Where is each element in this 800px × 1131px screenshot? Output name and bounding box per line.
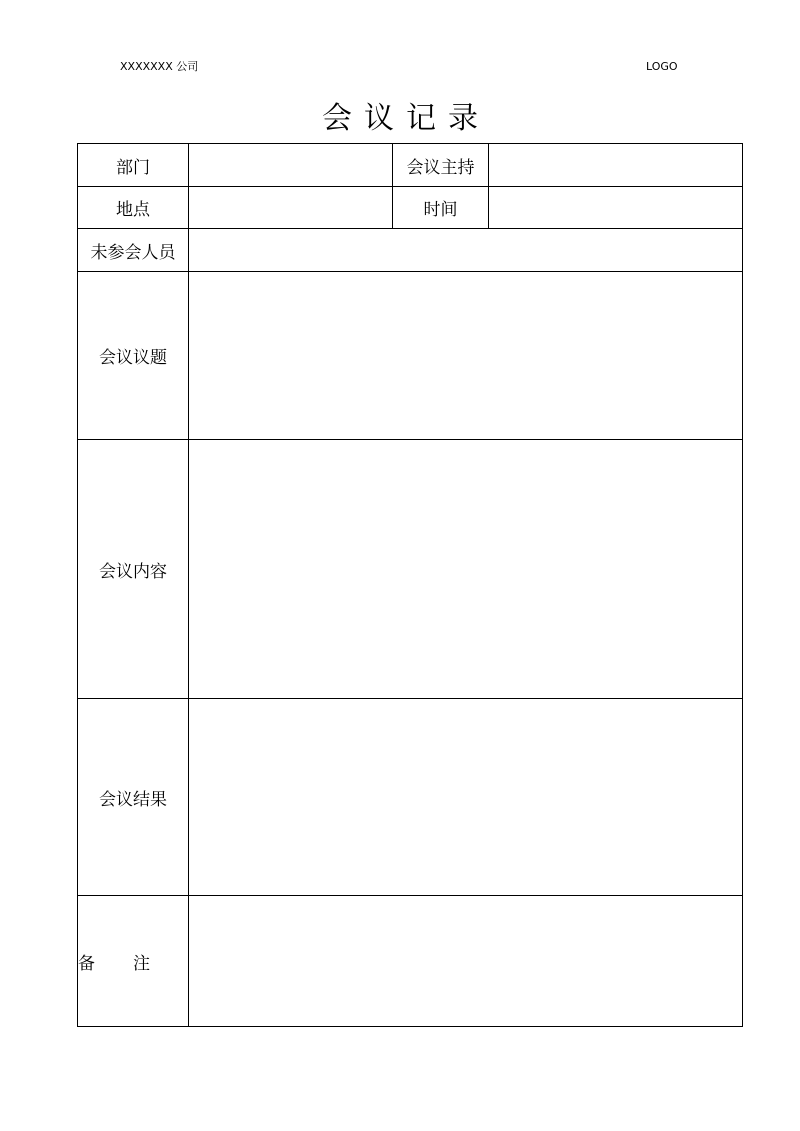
- remarks-field[interactable]: [189, 896, 743, 1027]
- company-name: XXXXXXX 公司: [120, 60, 199, 73]
- row-result: [78, 699, 743, 896]
- row-absentees: [78, 229, 743, 272]
- result-label: 会议结果: [78, 699, 189, 896]
- host-field[interactable]: [489, 144, 743, 187]
- row-topic: [78, 272, 743, 440]
- document-title: 会议记录: [322, 101, 490, 136]
- remarks-label: [78, 896, 189, 1027]
- content-label: 会议内容: [78, 440, 189, 699]
- row-location-time: [78, 187, 743, 229]
- absentees-field[interactable]: [189, 229, 743, 272]
- row-remarks: [78, 896, 743, 1027]
- department-field[interactable]: [189, 144, 393, 187]
- topic-label: 会议议题: [78, 272, 189, 440]
- host-label: 会议主持: [393, 144, 489, 187]
- remarks-label-char1: 备: [78, 953, 95, 974]
- content-field[interactable]: [189, 440, 743, 699]
- meeting-record-form: [77, 143, 743, 1027]
- remarks-label-char2: 注: [133, 953, 150, 974]
- time-label: 时间: [393, 187, 489, 229]
- row-department-host: [78, 144, 743, 187]
- absentees-label: 未参会人员: [78, 229, 189, 272]
- row-content: [78, 440, 743, 699]
- department-label: 部门: [78, 144, 189, 187]
- result-field[interactable]: [189, 699, 743, 896]
- location-field[interactable]: [189, 187, 393, 229]
- time-field[interactable]: [489, 187, 743, 229]
- location-label: 地点: [78, 187, 189, 229]
- logo-placeholder: LOGO: [646, 60, 678, 73]
- topic-field[interactable]: [189, 272, 743, 440]
